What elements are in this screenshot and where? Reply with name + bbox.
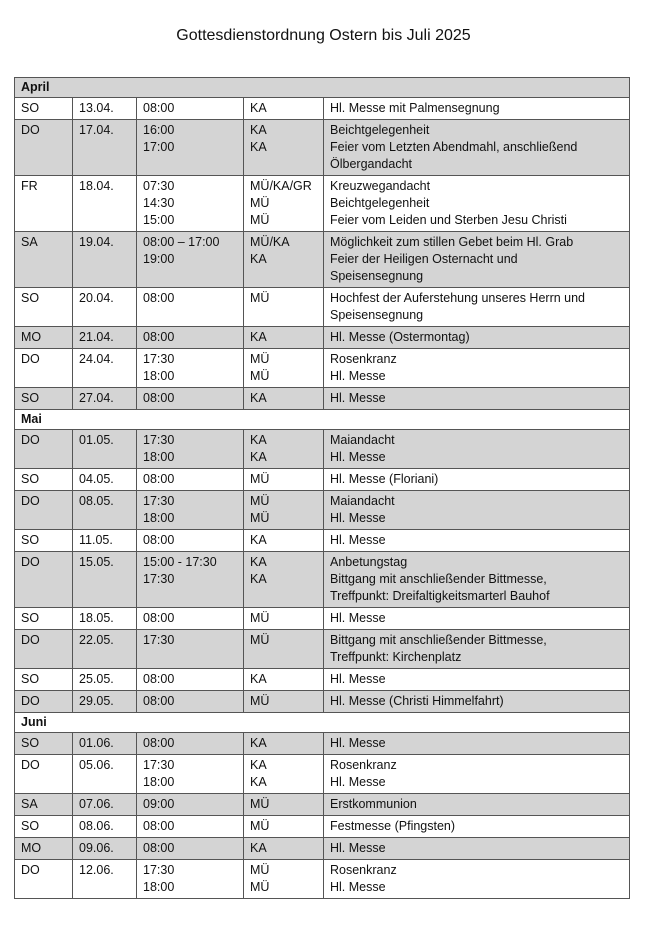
description-cell-line: Hl. Messe (Christi Himmelfahrt) bbox=[330, 694, 504, 708]
description-cell-line: Hl. Messe (Ostermontag) bbox=[330, 330, 470, 344]
description-cell-line: Festmesse (Pfingsten) bbox=[330, 819, 456, 833]
location-cell-line: KA bbox=[250, 391, 267, 405]
weekday-cell: SO bbox=[15, 733, 73, 755]
location-cell bbox=[244, 430, 324, 469]
description-cell bbox=[324, 630, 630, 669]
description-cell bbox=[324, 691, 630, 713]
weekday-cell: DO bbox=[15, 755, 73, 794]
time-cell bbox=[137, 552, 244, 608]
location-cell bbox=[244, 491, 324, 530]
time-cell-line: 17:00 bbox=[143, 140, 175, 154]
location-cell-line: MÜ/KA/GR bbox=[250, 179, 312, 193]
description-cell-line: Rosenkranz bbox=[330, 758, 397, 772]
location-cell bbox=[244, 860, 324, 899]
date-cell: 07.06. bbox=[73, 794, 137, 816]
description-cell-line: Treffpunkt: Kirchenplatz bbox=[330, 650, 462, 664]
location-cell-line: MÜ bbox=[250, 511, 270, 525]
time-cell-line: 09:00 bbox=[143, 797, 175, 811]
date-cell: 08.05. bbox=[73, 491, 137, 530]
date-cell: 18.05. bbox=[73, 608, 137, 630]
location-cell-line: MÜ bbox=[250, 196, 270, 210]
location-cell bbox=[244, 552, 324, 608]
time-cell bbox=[137, 469, 244, 491]
location-cell bbox=[244, 349, 324, 388]
description-cell bbox=[324, 608, 630, 630]
date-cell: 29.05. bbox=[73, 691, 137, 713]
location-cell bbox=[244, 838, 324, 860]
description-cell bbox=[324, 838, 630, 860]
location-cell-line: MÜ bbox=[250, 633, 270, 647]
description-cell bbox=[324, 552, 630, 608]
location-cell bbox=[244, 755, 324, 794]
location-cell-line: MÜ bbox=[250, 213, 270, 227]
month-label: Mai bbox=[15, 410, 630, 430]
location-cell bbox=[244, 691, 324, 713]
description-cell-line: Hl. Messe bbox=[330, 841, 386, 855]
time-cell-line: 18:00 bbox=[143, 775, 175, 789]
schedule-row bbox=[15, 794, 630, 816]
time-cell-line: 08:00 bbox=[143, 736, 175, 750]
time-cell-line: 08:00 bbox=[143, 533, 175, 547]
schedule-row bbox=[15, 630, 630, 669]
schedule-row bbox=[15, 816, 630, 838]
time-cell-line: 17:30 bbox=[143, 863, 175, 877]
description-cell-line: Erstkommunion bbox=[330, 797, 417, 811]
description-cell-line: Feier vom Letzten Abendmahl, anschließend bbox=[330, 140, 578, 154]
location-cell bbox=[244, 176, 324, 232]
date-cell: 25.05. bbox=[73, 669, 137, 691]
description-cell bbox=[324, 388, 630, 410]
description-cell-line: Rosenkranz bbox=[330, 352, 397, 366]
month-label: April bbox=[15, 78, 630, 98]
description-cell-line: Feier der Heiligen Osternacht und bbox=[330, 252, 518, 266]
time-cell bbox=[137, 120, 244, 176]
schedule-row bbox=[15, 232, 630, 288]
month-header-row bbox=[15, 713, 630, 733]
location-cell bbox=[244, 530, 324, 552]
time-cell bbox=[137, 608, 244, 630]
weekday-cell: SA bbox=[15, 232, 73, 288]
time-cell-line: 08:00 bbox=[143, 694, 175, 708]
weekday-cell: SA bbox=[15, 794, 73, 816]
description-cell-line: Hl. Messe bbox=[330, 736, 386, 750]
description-cell-line: Maiandacht bbox=[330, 494, 395, 508]
location-cell-line: MÜ bbox=[250, 797, 270, 811]
description-cell-line: Hl. Messe bbox=[330, 775, 386, 789]
description-cell-line: Bittgang mit anschließender Bittmesse, bbox=[330, 572, 547, 586]
location-cell-line: KA bbox=[250, 330, 267, 344]
date-cell: 20.04. bbox=[73, 288, 137, 327]
location-cell bbox=[244, 794, 324, 816]
location-cell bbox=[244, 388, 324, 410]
time-cell-line: 08:00 bbox=[143, 841, 175, 855]
description-cell bbox=[324, 327, 630, 349]
weekday-cell: SO bbox=[15, 388, 73, 410]
weekday-cell: DO bbox=[15, 630, 73, 669]
description-cell bbox=[324, 232, 630, 288]
location-cell-line: MÜ bbox=[250, 880, 270, 894]
time-cell-line: 15:00 bbox=[143, 213, 175, 227]
location-cell-line: KA bbox=[250, 450, 267, 464]
description-cell bbox=[324, 176, 630, 232]
location-cell-line: MÜ bbox=[250, 472, 270, 486]
schedule-row bbox=[15, 388, 630, 410]
time-cell-line: 18:00 bbox=[143, 880, 175, 894]
location-cell-line: MÜ bbox=[250, 819, 270, 833]
weekday-cell: DO bbox=[15, 120, 73, 176]
month-header-row bbox=[15, 410, 630, 430]
description-cell bbox=[324, 98, 630, 120]
date-cell: 24.04. bbox=[73, 349, 137, 388]
schedule-row bbox=[15, 552, 630, 608]
location-cell-line: KA bbox=[250, 433, 267, 447]
location-cell bbox=[244, 288, 324, 327]
description-cell bbox=[324, 794, 630, 816]
time-cell-line: 08:00 bbox=[143, 330, 175, 344]
location-cell-line: KA bbox=[250, 672, 267, 686]
description-cell bbox=[324, 816, 630, 838]
location-cell-line: MÜ bbox=[250, 369, 270, 383]
description-cell bbox=[324, 755, 630, 794]
description-cell-line: Ölbergandacht bbox=[330, 157, 413, 171]
location-cell bbox=[244, 98, 324, 120]
location-cell-line: MÜ bbox=[250, 291, 270, 305]
location-cell bbox=[244, 608, 324, 630]
location-cell-line: MÜ bbox=[250, 352, 270, 366]
page-title: Gottesdienstordnung Ostern bis Juli 2025 bbox=[176, 27, 471, 44]
description-cell-line: Treffpunkt: Dreifaltigkeitsmarterl Bauhof bbox=[330, 589, 550, 603]
schedule-row bbox=[15, 491, 630, 530]
description-cell-line: Feier vom Leiden und Sterben Jesu Christi bbox=[330, 213, 567, 227]
schedule-row bbox=[15, 733, 630, 755]
schedule-row bbox=[15, 288, 630, 327]
weekday-cell: SO bbox=[15, 608, 73, 630]
description-cell bbox=[324, 120, 630, 176]
schedule-row bbox=[15, 669, 630, 691]
time-cell bbox=[137, 327, 244, 349]
location-cell bbox=[244, 816, 324, 838]
schedule-row bbox=[15, 176, 630, 232]
date-cell: 04.05. bbox=[73, 469, 137, 491]
time-cell bbox=[137, 530, 244, 552]
date-cell: 09.06. bbox=[73, 838, 137, 860]
time-cell bbox=[137, 691, 244, 713]
date-cell: 12.06. bbox=[73, 860, 137, 899]
time-cell-line: 19:00 bbox=[143, 252, 175, 266]
description-cell bbox=[324, 469, 630, 491]
description-cell-line: Beichtgelegenheit bbox=[330, 123, 430, 137]
location-cell-line: KA bbox=[250, 123, 267, 137]
date-cell: 21.04. bbox=[73, 327, 137, 349]
weekday-cell: MO bbox=[15, 838, 73, 860]
time-cell-line: 07:30 bbox=[143, 179, 175, 193]
time-cell bbox=[137, 98, 244, 120]
time-cell-line: 17:30 bbox=[143, 572, 175, 586]
time-cell bbox=[137, 349, 244, 388]
location-cell-line: KA bbox=[250, 775, 267, 789]
time-cell bbox=[137, 288, 244, 327]
time-cell-line: 18:00 bbox=[143, 369, 175, 383]
weekday-cell: DO bbox=[15, 860, 73, 899]
weekday-cell: SO bbox=[15, 469, 73, 491]
weekday-cell: SO bbox=[15, 288, 73, 327]
description-cell-line: Hl. Messe bbox=[330, 611, 386, 625]
date-cell: 19.04. bbox=[73, 232, 137, 288]
date-cell: 17.04. bbox=[73, 120, 137, 176]
description-cell-line: Speisensegnung bbox=[330, 308, 424, 322]
schedule-body bbox=[15, 78, 630, 899]
weekday-cell: SO bbox=[15, 98, 73, 120]
time-cell bbox=[137, 794, 244, 816]
description-cell-line: Hl. Messe bbox=[330, 369, 386, 383]
description-cell bbox=[324, 349, 630, 388]
description-cell-line: Maiandacht bbox=[330, 433, 395, 447]
weekday-cell: FR bbox=[15, 176, 73, 232]
time-cell-line: 08:00 bbox=[143, 291, 175, 305]
description-cell bbox=[324, 491, 630, 530]
weekday-cell: DO bbox=[15, 349, 73, 388]
description-cell bbox=[324, 860, 630, 899]
description-cell-line: Hochfest der Auferstehung unseres Herrn und bbox=[330, 291, 586, 305]
location-cell-line: KA bbox=[250, 140, 267, 154]
date-cell: 08.06. bbox=[73, 816, 137, 838]
time-cell bbox=[137, 816, 244, 838]
time-cell bbox=[137, 755, 244, 794]
description-cell-line: Anbetungstag bbox=[330, 555, 408, 569]
time-cell-line: 18:00 bbox=[143, 450, 175, 464]
description-cell bbox=[324, 530, 630, 552]
month-label: Juni bbox=[15, 713, 630, 733]
time-cell-line: 17:30 bbox=[143, 433, 175, 447]
time-cell-line: 17:30 bbox=[143, 352, 175, 366]
schedule-row bbox=[15, 98, 630, 120]
schedule-row bbox=[15, 838, 630, 860]
schedule-row bbox=[15, 120, 630, 176]
location-cell-line: MÜ bbox=[250, 863, 270, 877]
description-cell-line: Hl. Messe bbox=[330, 450, 386, 464]
time-cell-line: 17:30 bbox=[143, 758, 175, 772]
schedule-row bbox=[15, 327, 630, 349]
date-cell: 01.05. bbox=[73, 430, 137, 469]
time-cell bbox=[137, 669, 244, 691]
time-cell bbox=[137, 232, 244, 288]
description-cell-line: Möglichkeit zum stillen Gebet beim Hl. Grab bbox=[330, 235, 574, 249]
date-cell: 11.05. bbox=[73, 530, 137, 552]
location-cell-line: KA bbox=[250, 252, 267, 266]
description-cell-line: Beichtgelegenheit bbox=[330, 196, 430, 210]
schedule-row bbox=[15, 349, 630, 388]
description-cell-line: Rosenkranz bbox=[330, 863, 397, 877]
location-cell-line: KA bbox=[250, 533, 267, 547]
location-cell-line: KA bbox=[250, 841, 267, 855]
description-cell-line: Bittgang mit anschließender Bittmesse, bbox=[330, 633, 547, 647]
location-cell-line: KA bbox=[250, 555, 267, 569]
description-cell-line: Speisensegnung bbox=[330, 269, 424, 283]
time-cell bbox=[137, 491, 244, 530]
location-cell bbox=[244, 120, 324, 176]
weekday-cell: DO bbox=[15, 491, 73, 530]
description-cell-line: Hl. Messe (Floriani) bbox=[330, 472, 439, 486]
time-cell-line: 08:00 bbox=[143, 672, 175, 686]
time-cell-line: 08:00 bbox=[143, 611, 175, 625]
location-cell-line: MÜ bbox=[250, 611, 270, 625]
schedule-row bbox=[15, 430, 630, 469]
time-cell-line: 08:00 – 17:00 bbox=[143, 235, 220, 249]
description-cell bbox=[324, 669, 630, 691]
time-cell-line: 17:30 bbox=[143, 494, 175, 508]
schedule-table bbox=[14, 77, 630, 899]
date-cell: 27.04. bbox=[73, 388, 137, 410]
location-cell bbox=[244, 733, 324, 755]
time-cell-line: 18:00 bbox=[143, 511, 175, 525]
date-cell: 01.06. bbox=[73, 733, 137, 755]
description-cell-line: Kreuzwegandacht bbox=[330, 179, 431, 193]
location-cell bbox=[244, 327, 324, 349]
time-cell bbox=[137, 176, 244, 232]
weekday-cell: DO bbox=[15, 552, 73, 608]
description-cell bbox=[324, 430, 630, 469]
date-cell: 05.06. bbox=[73, 755, 137, 794]
weekday-cell: DO bbox=[15, 430, 73, 469]
description-cell-line: Hl. Messe mit Palmensegnung bbox=[330, 101, 500, 115]
time-cell bbox=[137, 388, 244, 410]
location-cell-line: KA bbox=[250, 101, 267, 115]
description-cell-line: Hl. Messe bbox=[330, 511, 386, 525]
month-header-row bbox=[15, 78, 630, 98]
time-cell-line: 17:30 bbox=[143, 633, 175, 647]
date-cell: 13.04. bbox=[73, 98, 137, 120]
description-cell bbox=[324, 288, 630, 327]
location-cell-line: KA bbox=[250, 572, 267, 586]
date-cell: 18.04. bbox=[73, 176, 137, 232]
description-cell-line: Hl. Messe bbox=[330, 391, 386, 405]
time-cell bbox=[137, 860, 244, 899]
description-cell bbox=[324, 733, 630, 755]
date-cell: 22.05. bbox=[73, 630, 137, 669]
description-cell-line: Hl. Messe bbox=[330, 672, 386, 686]
date-cell: 15.05. bbox=[73, 552, 137, 608]
location-cell-line: MÜ/KA bbox=[250, 235, 290, 249]
schedule-row bbox=[15, 691, 630, 713]
description-cell-line: Hl. Messe bbox=[330, 533, 386, 547]
time-cell-line: 08:00 bbox=[143, 391, 175, 405]
time-cell-line: 08:00 bbox=[143, 819, 175, 833]
time-cell bbox=[137, 430, 244, 469]
schedule-row bbox=[15, 530, 630, 552]
schedule-row bbox=[15, 608, 630, 630]
time-cell-line: 15:00 - 17:30 bbox=[143, 555, 217, 569]
schedule-row bbox=[15, 755, 630, 794]
location-cell bbox=[244, 469, 324, 491]
location-cell-line: MÜ bbox=[250, 694, 270, 708]
time-cell-line: 08:00 bbox=[143, 472, 175, 486]
description-cell-line: Hl. Messe bbox=[330, 880, 386, 894]
time-cell-line: 16:00 bbox=[143, 123, 175, 137]
location-cell-line: KA bbox=[250, 758, 267, 772]
weekday-cell: SO bbox=[15, 669, 73, 691]
location-cell bbox=[244, 630, 324, 669]
time-cell-line: 14:30 bbox=[143, 196, 175, 210]
location-cell-line: MÜ bbox=[250, 494, 270, 508]
weekday-cell: DO bbox=[15, 691, 73, 713]
time-cell bbox=[137, 630, 244, 669]
schedule-row bbox=[15, 860, 630, 899]
location-cell-line: KA bbox=[250, 736, 267, 750]
weekday-cell: SO bbox=[15, 530, 73, 552]
time-cell-line: 08:00 bbox=[143, 101, 175, 115]
weekday-cell: SO bbox=[15, 816, 73, 838]
time-cell bbox=[137, 733, 244, 755]
location-cell bbox=[244, 669, 324, 691]
schedule-row bbox=[15, 469, 630, 491]
time-cell bbox=[137, 838, 244, 860]
location-cell bbox=[244, 232, 324, 288]
weekday-cell: MO bbox=[15, 327, 73, 349]
